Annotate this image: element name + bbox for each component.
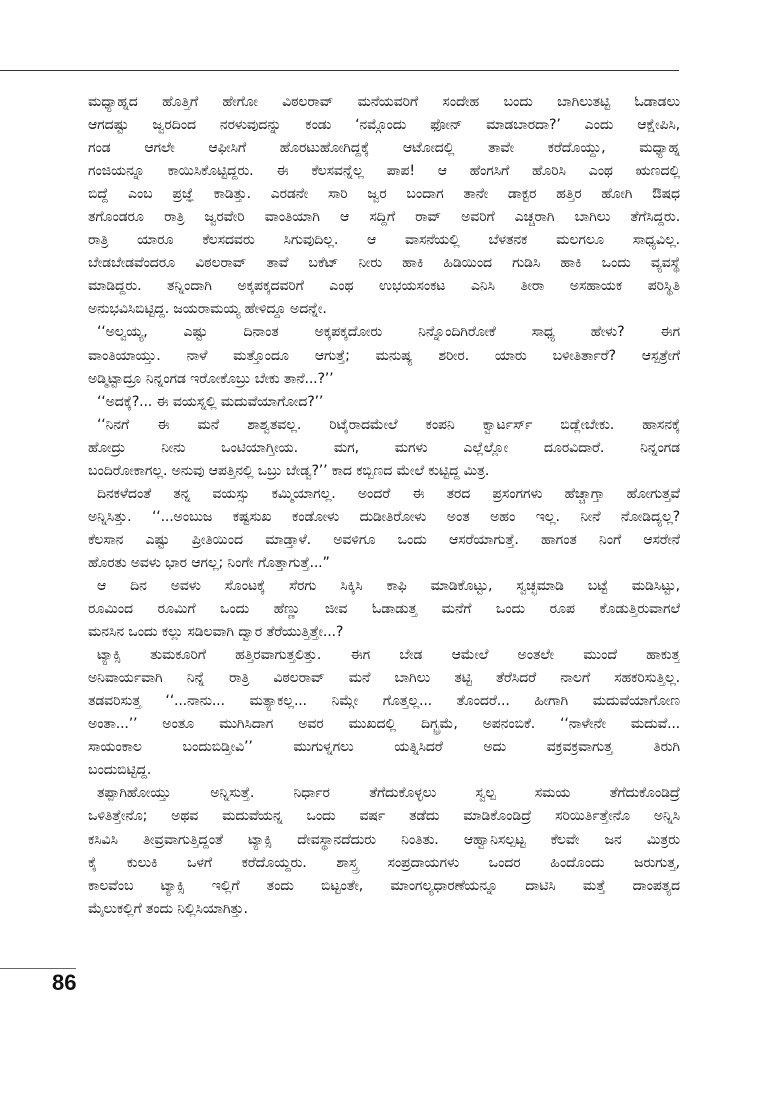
text-line: ಕಸಿವಿಸಿ ತೀವ್ರವಾಗುತ್ತಿದ್ದಂತೆ ಟ್ಯಾಕ್ಸಿ ದೇವಸ್ಥಾನದೆದುರು ನಿಂತಿತು. ಆಹ್ವಾನಿಸಲ್ಪಟ್ಟ ಕೆಲವೇ ಜನ ಮಿತ್ರರು (88, 831, 680, 848)
text-line: ಮಾಡಿದ್ದರು. ತನ್ನಿಂದಾಗಿ ಅಕ್ಕಪಕ್ಕದವರಿಗೆ ಎಂಥ ಉಭಯಸಂಕಟ ಎನಿಸಿ ತೀರಾ ಅಸಹಾಯಕ ಪರಿಸ್ಥಿತಿ (88, 278, 680, 295)
text-line: ಅನಿವಾರ್ಯವಾಗಿ ನಿನ್ನೆ ರಾತ್ರಿ ವಿಠಲರಾವ್ ಮನೆ ಬಾಗಿಲು ತಟ್ಟಿ ತೆರೆಸಿದರೆ ನಾಲಗೆ ಸಹಕರಿಸುತ್ತಿಲ್ಲ. (88, 670, 680, 687)
text-line: ಅಂತಾ...’’ ಅಂತೂ ಮುಗಿಸಿದಾಗ ಅವರ ಮುಖದಲ್ಲಿ ದಿಗ್ಭ್ರಮೆ, ಅಪನಂಬಿಕೆ. ‘‘ನಾಳೇನೇ ಮದುವೆ... (88, 716, 680, 733)
text-line: ‘‘ನಿನಗೆ ಈ ಮನೆ ಶಾಶ್ವತವಲ್ಲ. ರಿಟೈರಾದಮೇಲೆ ಕಂಪನಿ ಕ್ವಾರ್ಟರ್ಸ್ ಬಿಡ್ಲೇಬೇಕು. ಹಾಸನಕ್ಕೆ (97, 416, 680, 433)
text-line: ತಗೊಂಡರೂ ರಾತ್ರಿ ಜ್ವರವೇರಿ ವಾಂತಿಯಾಗಿ ಆ ಸದ್ದಿಗೆ ರಾವ್ ಅವರಿಗೆ ಎಚ್ಚರಾಗಿ ಬಾಗಿಲು ತೆಗೆಸಿದ್ದರು. (88, 209, 680, 226)
text-line: ಮೈಲುಕಲ್ಲಿಗೆ ತಂದು ನಿಲ್ಲಿಸಿಯಾಗಿತ್ತು. (88, 900, 248, 917)
text-line: ಆ ದಿನ ಅವಳು ಸೊಂಟಕ್ಕೆ ಸೆರಗು ಸಿಕ್ಕಿಸಿ ಕಾಫಿ ಮಾಡಿಕೊಟ್ಟು, ಸ್ವಚ್ಛಮಾಡಿ ಬಟ್ಟೆ ಮಡಿಸಿಟ್ಟು, (97, 577, 680, 594)
text-line: ಮಧ್ಯಾಹ್ನದ ಹೊತ್ತಿಗೆ ಹೇಗೋ ವಿಠಲರಾವ್ ಮನೆಯವರಿಗೆ ಸಂದೇಹ ಬಂದು ಬಾಗಿಲುತಟ್ಟಿ ಓಡಾಡಲು (88, 94, 680, 110)
text-line: ಕಾಲವೆಂಬ ಟ್ಯಾಕ್ಸಿ ಇಲ್ಲಿಗೆ ತಂದು ಬಿಟ್ಟಂತೇ, ಮಾಂಗಲ್ಯಧಾರಣೆಯನ್ನೂ ದಾಟಿಸಿ ಮತ್ತೆ ದಾಂಪತ್ಯದ (88, 877, 680, 894)
page-number: 86 (52, 970, 77, 995)
text-line: ಟ್ಯಾಕ್ಸಿ ತುಮಕೂರಿಗೆ ಹತ್ತಿರವಾಗುತ್ತಲಿತ್ತು. ಈಗ ಬೇಡ ಆಮೇಲೆ ಅಂತಲೇ ಮುಂದೆ ಹಾಕುತ್ತ (97, 647, 680, 664)
header-rule (0, 70, 679, 71)
text-line: ಹೊರತು ಅವಳು ಭಾರ ಆಗಲ್ಲ; ನಿಂಗೇ ಗೊತ್ತಾಗುತ್ತೆ...” (88, 554, 330, 571)
text-line: ಬೇಡಬೇಡವೆಂದರೂ ವಿಠಲರಾವ್ ತಾವೆ ಬಕೆಟ್ ನೀರು ಹಾಕಿ ಹಿಡಿಯಿಂದ ಗುಡಿಸಿ ಹಾಕಿ ಒಂದು ವ್ಯವಸ್ಥೆ (88, 255, 680, 272)
text-line: ಒಳಿತಿತ್ತೇನೊ; ಅಥವ ಮದುವೆಯನ್ನ ಒಂದು ವರ್ಷ ತಡೆದು ಮಾಡಿಕೊಂಡಿದ್ರೆ ಸರಿಯಿರ್ತಿತ್ತೇನೊ ಅನ್ನಿಸಿ (88, 808, 680, 825)
text-line: ಅನುಭವಿಸಿಬಿಟ್ಟಿದ್ದ. ಜಯರಾಮಯ್ಯ ಹೇಳಿದ್ದೂ ಅದನ್ನೇ. (88, 301, 327, 318)
text-line: ತಪ್ಪಾಗಿಹೋಯ್ತು ಅನ್ನಿಸುತ್ತೆ. ನಿರ್ಧಾರ ತೆಗೆದುಕೊಳ್ಳಲು ಸ್ವಲ್ಪ ಸಮಯ ತೆಗೆದುಕೊಂಡಿದ್ರೆ (97, 785, 680, 802)
text-line: ಅನ್ನಿಸಿತ್ತು. ‘‘...ಅಂಬುಜ ಕಷ್ಟಸುಖ ಕಂಡೋಳು ದುಡೀತಿರೋಳು ಅಂತ ಅಹಂ ಇಲ್ಲ. ನೀನೆ ನೋಡಿದ್ಯಲ್ಲ? (88, 508, 680, 525)
text-line: ಕೈ ಕುಲುಕಿ ಒಳಗೆ ಕರೆದೊಯ್ದರು. ಶಾಸ್ತ್ರ ಸಂಪ್ರದಾಯಗಳು ಒಂದರ ಹಿಂದೊಂದು ಜರುಗುತ್ತ, (88, 854, 680, 871)
text-line: ಅಡ್ಮಿಟ್ಟಾದ್ರೂ ನಿನ್ನಂಗಡ ಇರೋಕೊಬ್ರು ಬೇಕು ತಾನೆ...?’’ (88, 370, 334, 387)
footer-rule (0, 968, 76, 969)
text-line: ಆಗದಷ್ಟು ಜ್ವರದಿಂದ ನರಳುವುದನ್ನು ಕಂಡು ‘ನಮ್ಗೊಂದು ಫೋನ್ ಮಾಡಬಾರದಾ?’ ಎಂದು ಆಕ್ಷೇಪಿಸಿ, (88, 117, 680, 134)
text-line: ಹೋದ್ರು ನೀನು ಒಂಟಿಯಾಗ್ತೀಯ. ಮಗ, ಮಗಳು ಎಲ್ಲೆಲ್ಲೋ ದೂರವಿದಾರೆ. ನಿನ್ನಂಗಡ (88, 439, 680, 456)
text-line: ಕೆಲಸಾನ ಎಷ್ಟು ಪ್ರೀತಿಯಿಂದ ಮಾಡ್ತಾಳೆ. ಅವಳಿಗೂ ಒಂದು ಆಸರೆಯಾಗುತ್ತೆ. ಹಾಗಂತ ನಿಂಗೆ ಆಸರೇನೆ (88, 531, 680, 548)
body-text (88, 91, 680, 921)
text-line: ‘‘ಅಲ್ವಯ್ಯ, ಎಷ್ಟು ದಿನಾಂತ ಅಕ್ಕಪಕ್ಕದೋರು ನಿನ್ನೊಂದಿಗಿರೋಕೆ ಸಾಧ್ಯ ಹೇಳು? ಈಗ (97, 324, 680, 341)
text-line: ವಾಂತಿಯಾಯ್ತು. ನಾಳೆ ಮತ್ತೊಂದೂ ಆಗುತ್ತೆ; ಮನುಷ್ಯ ಶರೀರ. ಯಾರು ಬಳೀತಿರ್ತಾರೆ? ಆಸ್ಪತ್ರೇಗೆ (88, 347, 680, 364)
text-line: ಸಾಯಂಕಾಲ ಬಂದುಬಿಡ್ತೀವಿ’’ ಮುಗುಳ್ನಗಲು ಯತ್ನಿಸಿದರೆ ಅದು ವಕ್ರವಕ್ರವಾಗುತ್ತ ತಿರುಗಿ (88, 739, 680, 756)
text-line: ರೂಮಿಂದ ರೂಮಿಗೆ ಒಂದು ಹೆಣ್ಣು ಜೀವ ಓಡಾಡುತ್ತ ಮನೆಗೆ ಒಂದು ರೂಪ ಕೊಡುತ್ತಿರುವಾಗಲೆ (88, 601, 680, 618)
text-line: ಬಿದ್ದೆ ಎಂಬ ಪ್ರಜ್ಞೆ ಕಾಡಿತ್ತು. ಎರಡನೇ ಸಾರಿ ಜ್ವರ ಬಂದಾಗ ತಾನೇ ಡಾಕ್ಟರ ಹತ್ತಿರ ಹೋಗಿ ಔಷಧ (88, 186, 680, 203)
text-line: ಬಂದುಬಿಟ್ಟಿದ್ದ. (88, 762, 152, 779)
text-line: ಮನಸಿನ ಒಂದು ಕಲ್ಲು ಸಡಿಲವಾಗಿ ದ್ವಾರ ತೆರೆಯುತ್ತಿತ್ತೇ...? (88, 624, 344, 641)
text-line: ‘‘ಅದಕ್ಕೆ?... ಈ ವಯಸ್ನಲ್ಲಿ ಮದುವೆಯಾಗೋದ?’’ (97, 393, 324, 410)
text-line: ಗಂಡ ಆಗಲೇ ಆಫೀಸಿಗೆ ಹೊರಟುಹೋಗಿದ್ದಕ್ಕೆ ಆಟೋದಲ್ಲಿ ತಾವೇ ಕರೆದೊಯ್ದು, ಮಧ್ಯಾಹ್ನ (88, 140, 680, 157)
text-line: ಗಂಜಿಯನ್ನೂ ಕಾಯಿಸಿಕೊಟ್ಟಿದ್ದರು. ಈ ಕೆಲಸವನ್ನೆಲ್ಲ ಪಾಪ! ಆ ಹೆಂಗಸಿಗೆ ಹೊರಿಸಿ ಎಂಥ ಋಣದಲ್ಲಿ (88, 163, 680, 180)
text-line: ದಿನಕಳೆದಂತೆ ತನ್ನ ವಯಸ್ಸು ಕಮ್ಮಿಯಾಗಲ್ಲ. ಅಂದರೆ ಈ ತರದ ಪ್ರಸಂಗಗಳು ಹೆಚ್ಚಾಗ್ತಾ ಹೋಗುತ್ತವೆ (97, 485, 680, 502)
text-line: ರಾತ್ರಿ ಯಾರೂ ಕೆಲಸದವರು ಸಿಗುವುದಿಲ್ಲ. ಆ ವಾಸನೆಯಲ್ಲಿ ಬೆಳತನಕ ಮಲಗಲೂ ಸಾಧ್ಯವಿಲ್ಲ. (88, 232, 680, 249)
text-line: ತಡವರಿಸುತ್ತ ‘‘...ನಾನು... ಮತ್ಯಾಕಲ್ಲ... ನಿಮ್ಗೇ ಗೊತ್ತಲ್ಲ... ತೊಂದರೆ... ಹೀಗಾಗಿ ಮದುವೆಯಾಗೋಣ (88, 693, 680, 710)
text-line: ಬಂದಿರೋಕಾಗಲ್ಲ. ಅನುವು ಆಪತ್ತಿನಲ್ಲಿ ಒಬ್ರು ಬೇಡ್ವ?’’ ಕಾದ ಕಬ್ಬಿಣದ ಮೇಲೆ ಕುಟ್ಟಿದ್ದ ಮಿತ್ರ. (88, 462, 490, 479)
